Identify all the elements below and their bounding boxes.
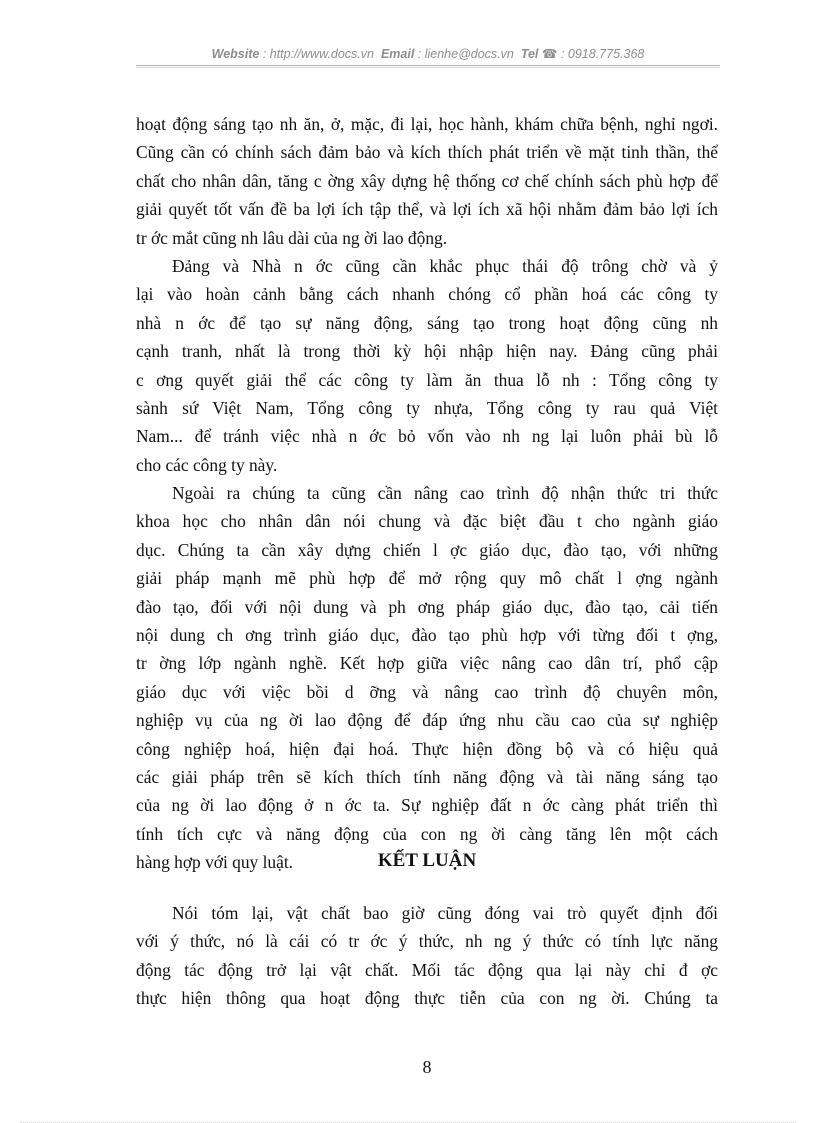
text-line: khoa học cho nhân dân nói chung và đặc biệt đầu t cho ngành giáo [136,511,718,532]
text-line: nhà n ớc để tạo sự năng động, sáng tạo trong hoạt động cũng nh [136,312,718,333]
page-header [136,46,720,61]
page-number: 8 [422,1057,432,1077]
text-line: cho các công ty này. [136,454,278,475]
text-line: công nghiệp hoá, hiện đại hoá. Thực hiện đồng bộ và có hiệu quả [136,738,718,759]
text-line: Nói tóm lại, vật chất bao giờ cũng đóng vai trò quyết định đối [172,903,718,923]
website-value: : http://www.docs.vn [262,47,374,61]
text-line: hoạt động sáng tạo nh ăn, ở, mặc, đi lại, học hành, khám chữa bệnh, nghỉ ngơi. [136,114,718,134]
text-line: tính tích cực và năng động của con ng ời càng tăng lên một cách [136,823,718,844]
conclusion-body [136,899,718,1013]
tel-value: ☎ : 0918.775.368 [541,47,645,61]
header-divider-secondary [136,67,720,68]
text-line: của ng ời lao động ở n ớc ta. Sự nghiệp đất n ớc càng phát triển thì [136,795,718,816]
text-line: hàng hợp với quy luật. [136,852,294,873]
text-line: tr ờng lớp ngành nghề. Kết hợp giữa việc nâng cao dân trí, phổ cập [136,653,718,674]
text-line: nội dung ch ơng trình giáo dục, đào tạo phù hợp với từng đối t ợng, [136,625,718,646]
text-line: sành sứ Việt Nam, Tổng công ty nhựa, Tổng công ty rau quả Việt [136,397,718,418]
document-body [136,110,718,877]
text-line: tr ớc mắt cũng nh lâu dài của ng ời lao động. [136,227,448,248]
text-line: giải pháp mạnh mẽ phù hợp để mở rộng quy mô chất l ợng ngành [136,568,718,589]
text-line: đào tạo, đối với nội dung và ph ơng pháp giáo dục, đào tạo, cải tiến [136,596,718,617]
text-line: giải quyết tốt vấn đề ba lợi ích tập thể, và lợi ích xã hội nhằm đảm bảo lợi ích [136,199,718,220]
text-line: cạnh tranh, nhất là trong thời kỳ hội nhập hiện nay. Đảng cũng phải [136,341,718,362]
website-label: Website [211,47,260,61]
text-line: nghiệp vụ của ng ời lao động để đáp ứng nhu cầu cao của sự nghiệp [136,710,718,731]
section-heading: KẾT LUẬN [377,850,477,871]
text-line: Ngoài ra chúng ta cũng cần nâng cao trình độ nhận thức tri thức [172,483,718,504]
header-divider [136,65,720,66]
text-line: Cũng cần có chính sách đảm bảo và kích thích phát triển về mặt tinh thần, thể [136,142,718,163]
text-line: động tác động trở lại vật chất. Mối tác động qua lại này chỉ đ ợc [136,959,718,980]
text-line: Nam... để tránh việc nhà n ớc bỏ vốn vào nh ng lại luôn phải bù lỗ [136,426,718,447]
text-line: thực hiện thông qua hoạt động thực tiễn của con ng ời. Chúng ta [136,988,718,1009]
email-value: : lienhe@docs.vn [417,47,514,61]
text-line: giáo dục với việc bồi d ỡng và nâng cao trình độ chuyên môn, [136,681,718,702]
text-line: chất cho nhân dân, tăng c ờng xây dựng hệ thống cơ chế chính sách phù hợp để [136,170,718,191]
tel-label: Tel [520,47,539,61]
text-line: lại vào hoàn cảnh bằng cách nhanh chóng cổ phần hoá các công ty [136,284,718,305]
text-line: với ý thức, nó là cái có tr ớc ý thức, nh ng ý thức có tính lực năng [136,931,718,952]
email-label: Email [380,47,415,61]
text-line: c ơng quyết giải thể các công ty làm ăn thua lỗ nh : Tổng công ty [136,369,718,390]
text-line: Đảng và Nhà n ớc cũng cần khắc phục thái độ trông chờ và ỷ [172,255,718,276]
text-line: dục. Chúng ta cần xây dựng chiến l ợc giáo dục, đào tạo, với những [136,539,718,560]
text-line: các giải pháp trên sẽ kích thích tính năng động và tài năng sáng tạo [136,766,718,787]
